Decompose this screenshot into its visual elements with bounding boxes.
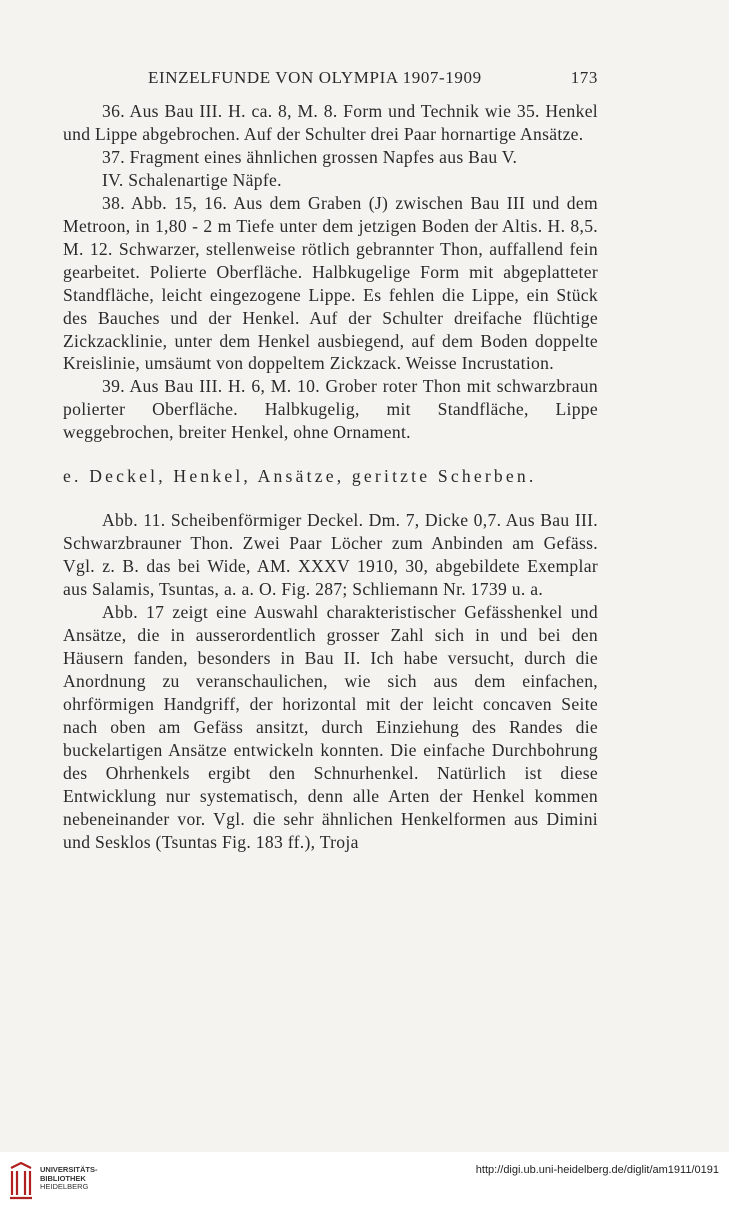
- paragraph-37: 37. Fragment eines ähnlichen grossen Napfes aus Bau V.: [102, 146, 518, 167]
- logo-line-2: BIBLIOTHEK: [40, 1173, 86, 1183]
- paragraph-abb-11: Abb. 11. Scheibenförmiger Deckel. Dm. 7, Dicke 0,7. Aus Bau III. Schwarzbrauner Thon. Zwei Paar Löcher zum Anbinden am Gefäss. Vgl. z. B. das bei Wide, AM. XXXV 1910, 30, abgebildete Exemplar aus Salamis, Tsuntas, a. a. O. Fig. 287; Schliemann Nr. 1739 u. a.: [63, 510, 598, 600]
- running-title: EINZELFUNDE VON OLYMPIA 1907-1909: [148, 68, 482, 87]
- body-text: [63, 100, 598, 854]
- page-number: 173: [570, 68, 598, 87]
- paragraph-38: 38. Abb. 15, 16. Aus dem Graben (J) zwischen Bau III und dem Metroon, in 1,80 - 2 m Tiefe unter dem jetzigen Boden der Altis. H. 8,5. M. 12. Schwarzer, stellenweise rötlich gebrannter Thon, auffallend fein gearbeitet. Polierte Oberfläche. Halbkugelige Form mit abgeplatteter Standfläche, leicht eingezogene Lippe. Es fehlen die Lippe, ein Stück des Bauches und der Henkel. Auf der Schulter dreifache flüchtige Zickzacklinie, unter dem Henkel ausbiegend, auf dem Boden doppelte Kreislinie, umsäumt von doppeltem Zickzack. Weisse Incrustation.: [63, 192, 598, 374]
- paragraph-abb-17: Abb. 17 zeigt eine Auswahl charakteristischer Gefässhenkel und Ansätze, die in ausserordentlich grosser Zahl sich in und bei den Häusern fanden, besonders in Bau II. Ich habe versucht, durch die Anordnung zu veranschaulichen, wie sich aus dem einfachen, ohrförmigen Handgriff, der horizontal mit der leicht concaven Seite nach oben am Gefäss ansitzt, durch Einziehung des Randes die buckelartigen Ansätze entwickeln konnten. Die einfache Durchbohrung des Ohrhenkels ergibt den Schnurhenkel. Natürlich ist diese Entwicklung nur systematisch, denn alle Arten der Henkel kommen nebeneinander vor. Vgl. die sehr ähnlichen Henkelformen aus Dimini und Sesklos (Tsuntas Fig. 183 ff.), Troja: [63, 602, 598, 852]
- library-logo-text: [40, 1166, 98, 1192]
- section-heading: e. Deckel, Henkel, Ansätze, geritzte Scherben.: [63, 466, 537, 487]
- source-url[interactable]: http://digi.ub.uni-heidelberg.de/diglit/am1911/0191: [475, 1164, 719, 1176]
- logo-line-3: HEIDELBERG: [40, 1182, 89, 1192]
- library-logo-icon: [8, 1162, 34, 1200]
- paragraph-39: 39. Aus Bau III. H. 6, M. 10. Grober roter Thon mit schwarzbraun polierter Oberfläche. Halbkugelig, mit Standfläche, Lippe weggebrochen, breiter Henkel, ohne Ornament.: [63, 376, 598, 443]
- logo-line-1: UNIVERSITÄTS-: [40, 1165, 98, 1174]
- footer-bar: [0, 1152, 729, 1207]
- paragraph-36: 36. Aus Bau III. H. ca. 8, M. 8. Form und Technik wie 35. Henkel und Lippe abgebrochen. Auf der Schulter drei Paar hornartige Ansätze.: [63, 101, 598, 144]
- subheading-iv: IV. Schalenartige Näpfe.: [102, 169, 282, 190]
